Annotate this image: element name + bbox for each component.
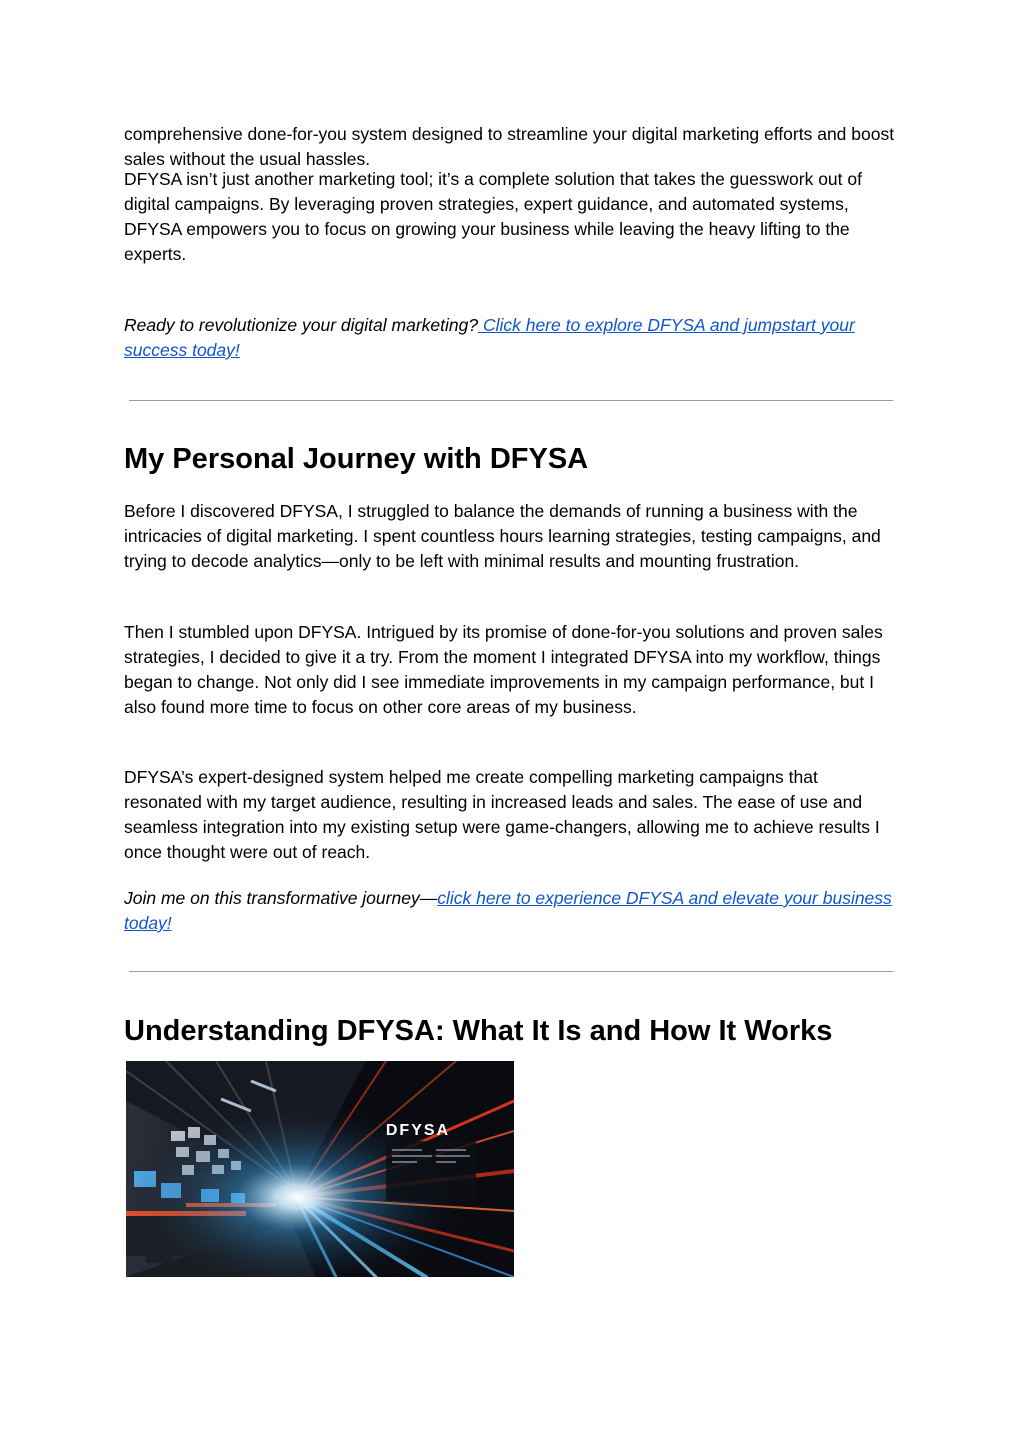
- cta-2-text: Join me on this transformative journey—: [124, 888, 438, 908]
- horizontal-rule: [129, 971, 893, 972]
- intro-paragraph: DFYSA isn’t just another marketing tool; it’s a complete solution that takes the guesswork out of digital campaigns. By leveraging proven strategies, expert guidance, and automated systems, DFYSA empowers you to focus on growing your business while leaving the heavy lifting to the experts.: [124, 169, 862, 264]
- heading-personal-journey: My Personal Journey with DFYSA: [124, 443, 589, 475]
- cta-2-link[interactable]: click here to experience DFYSA and elevate your business today!: [124, 888, 892, 933]
- cta-1-text: Ready to revolutionize your digital marketing?: [124, 315, 479, 335]
- journey-paragraph-2: Then I stumbled upon DFYSA. Intrigued by its promise of done‑for‑you solutions and proven sales strategies, I decided to give it a try. From the moment I integrated DFYSA into my workflow, things began to change. Not only did I see immediate improvements in my campaign performance, but I also found more time to focus on other core areas of my business.: [124, 622, 883, 717]
- cta-paragraph-1: [124, 313, 900, 363]
- intro-paragraph-continued: comprehensive done‑for‑you system designed to streamline your digital marketing efforts and boost sales without the usual hassles.: [124, 124, 895, 169]
- cta-paragraph-2: [124, 886, 900, 936]
- heading-understanding-dfysa: Understanding DFYSA: What It Is and How It Works: [124, 1015, 833, 1047]
- journey-paragraph-1: Before I discovered DFYSA, I struggled to balance the demands of running a business with the intricacies of digital marketing. I spent countless hours learning strategies, testing campaigns, and trying to decode analytics—only to be left with minimal results and mounting frustration.: [124, 501, 881, 571]
- cta-1-link[interactable]: Click here to explore DFYSA and jumpstart your success today!: [124, 315, 855, 360]
- horizontal-rule: [129, 400, 893, 401]
- journey-paragraph-3: DFYSA’s expert‑designed system helped me create compelling marketing campaigns that resonated with my target audience, resulting in increased leads and sales. The ease of use and seamless integration into my existing setup were game‑changers, allowing me to achieve results I once thought were out of reach.: [124, 767, 880, 862]
- hero-logo-text: DFYSA: [385, 1122, 451, 1139]
- hero-image: [126, 1061, 514, 1277]
